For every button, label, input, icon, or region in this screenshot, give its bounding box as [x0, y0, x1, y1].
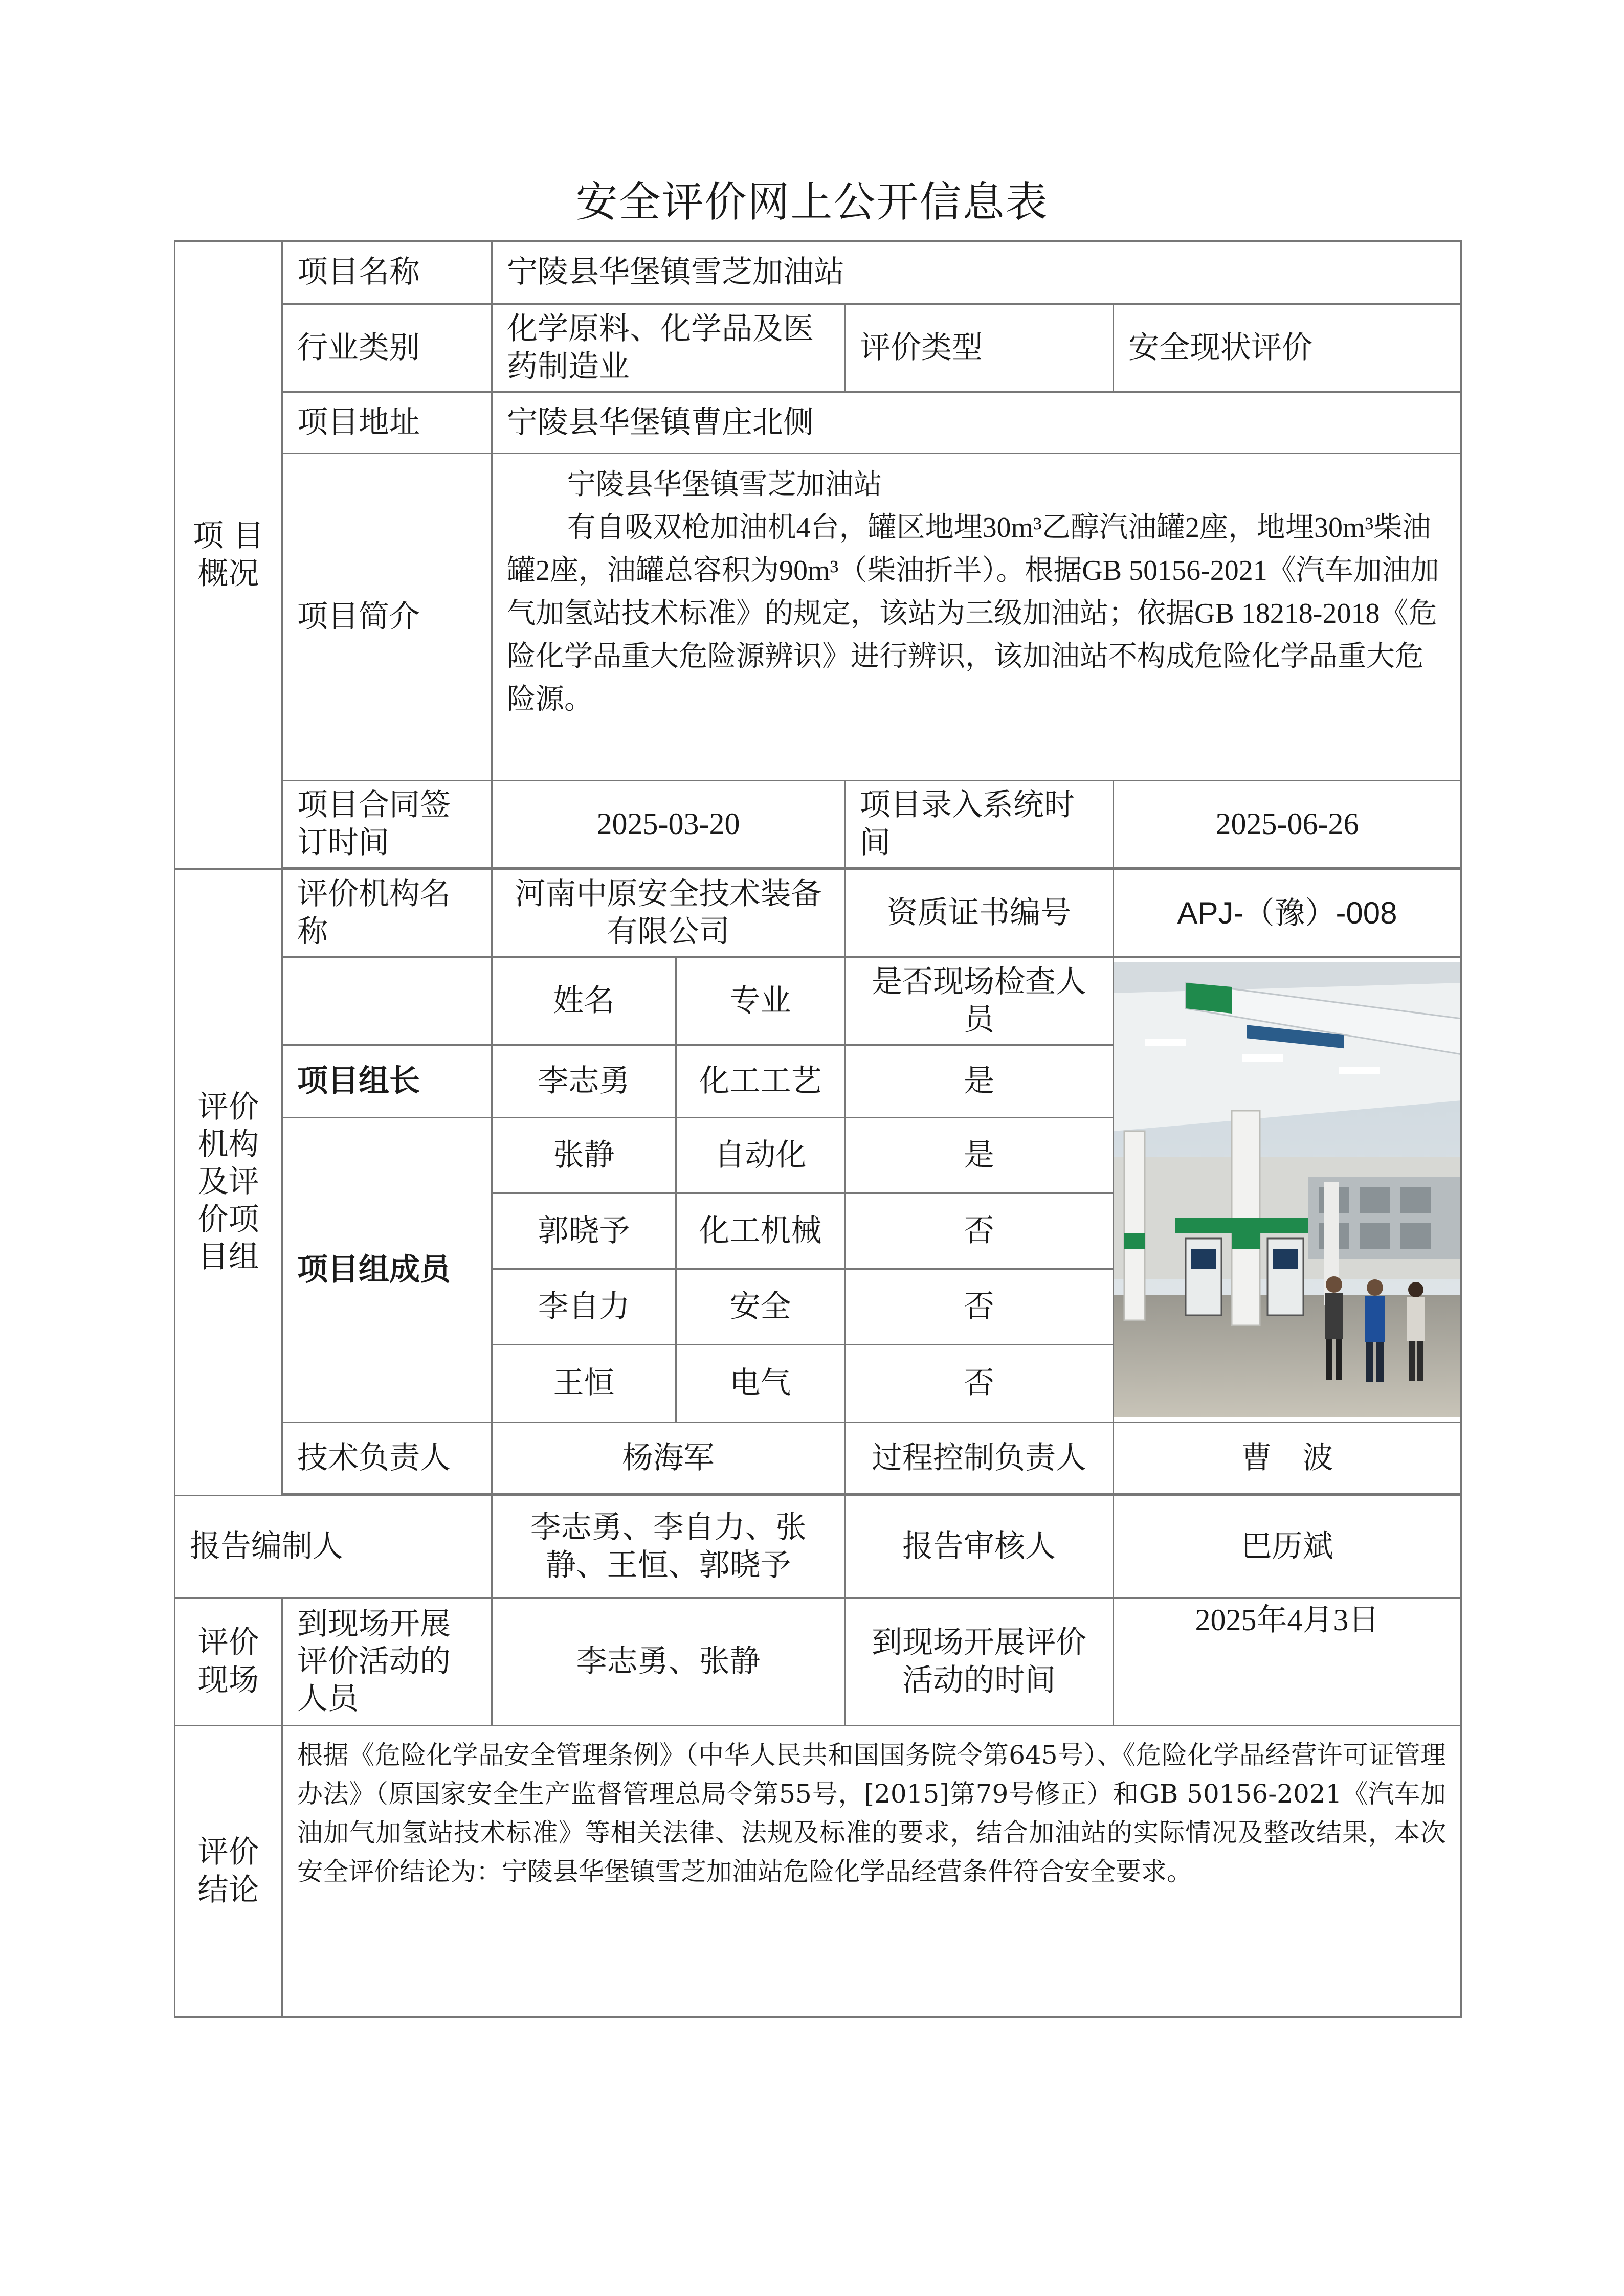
- member-name: 王恒: [492, 1345, 676, 1423]
- leader-name: 李志勇: [492, 1045, 676, 1118]
- leader-label: 项目组长: [282, 1045, 492, 1118]
- org-label: 评价机构名称: [282, 869, 492, 957]
- section-conclusion: 评价 结论: [175, 1726, 282, 2017]
- member-name: 张静: [492, 1118, 676, 1194]
- entry-time-value: 2025-06-26: [1114, 781, 1461, 868]
- col-name-header: 姓名: [492, 957, 676, 1045]
- industry-label: 行业类别: [282, 304, 492, 392]
- process-lead-label: 过程控制负责人: [845, 1423, 1114, 1494]
- industry-value: 化学原料、化学品及医药制造业: [492, 304, 845, 392]
- site-photo: [1114, 957, 1461, 1423]
- col-major-header: 专业: [676, 957, 845, 1045]
- members-label: 项目组成员: [282, 1118, 492, 1423]
- member-onsite: 否: [845, 1269, 1114, 1345]
- report-author-label: 报告编制人: [175, 1496, 492, 1598]
- member-onsite: 是: [845, 1118, 1114, 1194]
- process-lead-value: 曹 波: [1114, 1423, 1461, 1494]
- address-value: 宁陵县华堡镇曹庄北侧: [492, 392, 1461, 454]
- member-major: 化工机械: [676, 1194, 845, 1269]
- member-onsite: 否: [845, 1194, 1114, 1269]
- member-onsite: 否: [845, 1345, 1114, 1423]
- leader-onsite: 是: [845, 1045, 1114, 1118]
- address-label: 项目地址: [282, 392, 492, 454]
- site-time-value: 2025年4月3日: [1114, 1598, 1461, 1726]
- contract-time-label: 项目合同签订时间: [282, 781, 492, 868]
- tech-lead-value: 杨海军: [492, 1423, 845, 1494]
- section-institution: 评价 机构 及评 价项 目组: [175, 869, 282, 1496]
- conclusion-text: 根据《危险化学品安全管理条例》（中华人民共和国国务院令第645号）、《危险化学品经营许可证管理办法》（原国家安全生产监督管理总局令第55号，[2015]第79号修正）和GB 50156-2021《汽车加油加气加氢站技术标准》等相关法律、法规及标准的要求，结合加油站的实际情况及整改结果，本次安全评价结论为：宁陵县华堡镇雪芝加油站危险化学品经营条件符合安全要求。: [282, 1726, 1461, 2017]
- section-overview: 项 目 概况: [175, 241, 282, 869]
- site-people-label: 到现场开展评价活动的人员: [282, 1598, 492, 1726]
- intro-text: [492, 454, 1461, 781]
- leader-major: 化工工艺: [676, 1045, 845, 1118]
- member-major: 电气: [676, 1345, 845, 1423]
- intro-line-1: 宁陵县华堡镇雪芝加油站: [567, 469, 882, 501]
- report-reviewer-label: 报告审核人: [845, 1496, 1114, 1598]
- site-people-value: 李志勇、张静: [492, 1598, 845, 1726]
- intro-label: 项目简介: [282, 454, 492, 781]
- member-major: 自动化: [676, 1118, 845, 1194]
- intro-line-2: 有自吸双枪加油机4台，罐区地埋30m³乙醇汽油罐2座，地埋30m³柴油罐2座，油罐总容积为90m³（柴油折半）。根据GB 50156-2021《汽车加油加气加氢站技术标准》的规定，该站为三级加油站；依据GB 18218-2018《危险化学品重大危险源辨识》进行辨识，该加油站不构成危险化学品重大危险源。: [507, 512, 1439, 715]
- report-reviewer-value: 巴历斌: [1114, 1496, 1461, 1598]
- member-name: 李自力: [492, 1269, 676, 1345]
- eval-type-label: 评价类型: [845, 304, 1114, 392]
- page-title: 安全评价网上公开信息表: [575, 178, 1049, 227]
- header-blank-cell: [282, 957, 492, 1045]
- report-author-value: 李志勇、李自力、张静、王恒、郭晓予: [492, 1496, 845, 1598]
- member-name: 郭晓予: [492, 1194, 676, 1269]
- site-time-label: 到现场开展评价活动的时间: [845, 1598, 1114, 1726]
- project-name-label: 项目名称: [282, 241, 492, 304]
- project-name-value: 宁陵县华堡镇雪芝加油站: [492, 241, 1461, 304]
- cert-value: APJ-（豫）-008: [1114, 869, 1461, 957]
- org-value: 河南中原安全技术装备有限公司: [492, 869, 845, 957]
- tech-lead-label: 技术负责人: [282, 1423, 492, 1494]
- section-site: 评价 现场: [175, 1598, 282, 1726]
- gas-station-photo-icon: [1114, 962, 1461, 1417]
- col-onsite-header: 是否现场检查人员: [845, 957, 1114, 1045]
- contract-time-value: 2025-03-20: [492, 781, 845, 868]
- cert-label: 资质证书编号: [845, 869, 1114, 957]
- entry-time-label: 项目录入系统时间: [845, 781, 1114, 868]
- eval-type-value: 安全现状评价: [1114, 304, 1461, 392]
- info-table: [174, 240, 1462, 2018]
- member-major: 安全: [676, 1269, 845, 1345]
